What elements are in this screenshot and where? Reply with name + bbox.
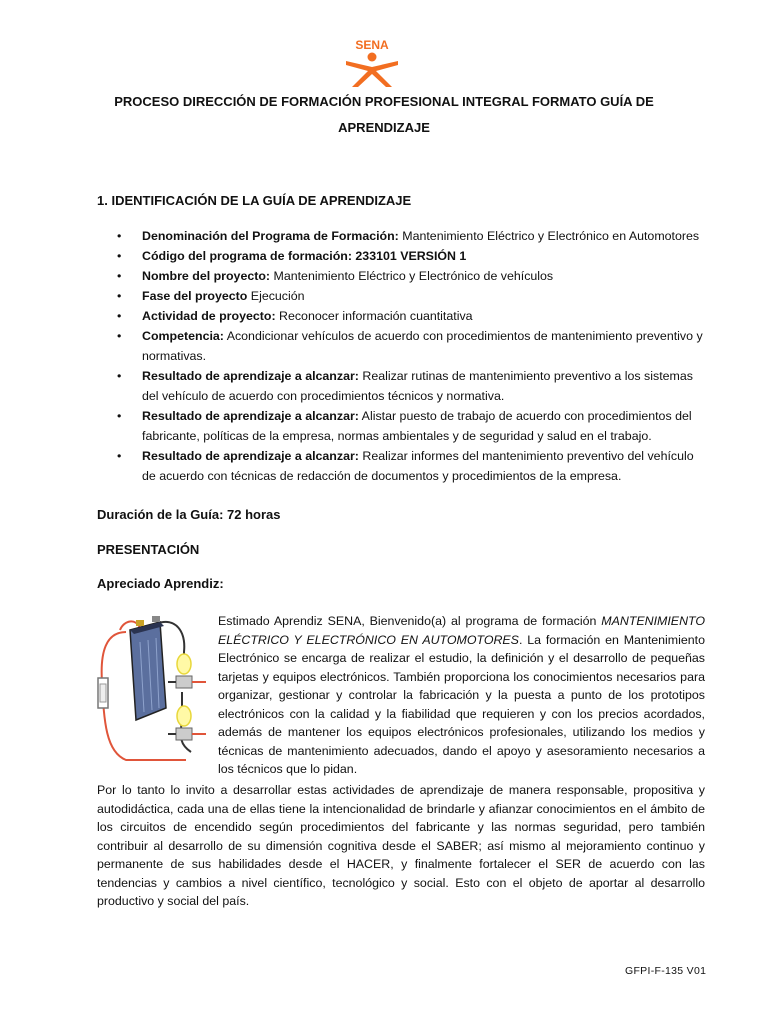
list-item: • Actividad de proyecto: Reconocer información cuantitativa bbox=[97, 306, 707, 326]
document-title-line-1: PROCESO DIRECCIÓN DE FORMACIÓN PROFESIONAL INTEGRAL FORMATO GUÍA DE bbox=[114, 94, 654, 109]
greeting: Apreciado Aprendiz: bbox=[97, 576, 224, 591]
form-code: GFPI-F-135 V01 bbox=[625, 965, 707, 977]
list-item: • Resultado de aprendizaje a alcanzar: Realizar rutinas de mantenimiento preventivo a los sistemas del vehículo de acuerdo con procedimientos técnicos y normativa. bbox=[97, 366, 707, 406]
section-heading: 1. IDENTIFICACIÓN DE LA GUÍA DE APRENDIZAJE bbox=[97, 193, 412, 208]
list-item: • Fase del proyecto Ejecución bbox=[97, 286, 707, 306]
bullet: • bbox=[117, 369, 122, 383]
bullet: • bbox=[117, 269, 122, 283]
presentation-heading: PRESENTACIÓN bbox=[97, 542, 200, 557]
bullet: • bbox=[117, 309, 122, 323]
document-title-line-2: APRENDIZAJE bbox=[338, 120, 430, 135]
battery-circuit-illustration bbox=[96, 612, 216, 770]
identification-list bbox=[97, 226, 707, 486]
sena-logo bbox=[336, 37, 408, 89]
list-item: • Competencia: Acondicionar vehículos de acuerdo con procedimientos de mantenimiento preventivo y normativas. bbox=[97, 326, 707, 366]
bullet: • bbox=[117, 289, 122, 303]
bullet: • bbox=[117, 249, 122, 263]
bullet: • bbox=[117, 329, 122, 343]
list-item: • Nombre del proyecto: Mantenimiento Eléctrico y Electrónico de vehículos bbox=[97, 266, 707, 286]
list-item: • Resultado de aprendizaje a alcanzar: Alistar puesto de trabajo de acuerdo con procedimientos del fabricante, políticas de la empresa, normas ambientales y de seguridad y salud en el trabajo. bbox=[97, 406, 707, 446]
bullet: • bbox=[117, 449, 122, 463]
list-item: • Código del programa de formación: 233101 VERSIÓN 1 bbox=[97, 246, 707, 266]
guide-duration: Duración de la Guía: 72 horas bbox=[97, 507, 281, 522]
list-item: • Denominación del Programa de Formación: Mantenimiento Eléctrico y Electrónico en Automotores bbox=[97, 226, 707, 246]
sena-logo-text: SENA bbox=[355, 38, 389, 52]
intro-paragraph: Estimado Aprendiz SENA, Bienvenido(a) al programa de formación MANTENIMIENTO ELÉCTRICO Y ELECTRÓNICO EN AUTOMOTORES. La formación en Mantenimiento Electrónico se encarga de realizar el estudio, la definición y el desarrollo de pequeñas tarjetas y equipos electrónicos. También proporciona los conocimientos necesarios para organizar, gestionar y controlar la fabricación y la puesta a punto de los prototipos electrónicos con la calidad y la fiabilidad que requieren y con los precios acordados, además de mantener los equipos electrónicos profesionales, utilizando los medios y técnicas de mantenimiento adecuados, dando el apoyo y asesoramiento necesarios a los técnicos que lo pidan. bbox=[218, 614, 705, 776]
bullet: • bbox=[117, 229, 122, 243]
list-item: • Resultado de aprendizaje a alcanzar: Realizar informes del mantenimiento preventivo del vehículo de acuerdo con técnicas de redacción de documentos y procedimientos de la empresa. bbox=[97, 446, 707, 486]
invitation-paragraph: Por lo tanto lo invito a desarrollar estas actividades de aprendizaje de manera responsable, propositiva y autodidáctica, cada una de ellas tiene la intencionalidad de brindarle y afianzar conocimientos en el ámbito de los circuitos de encendido según procedimientos del fabricante y las normas seguridad, pero también contribuir al desarrollo de su dimensión cognitiva desde el SABER; así mismo al mejoramiento continuo y permanente de sus habilidades desde el HACER, y finalmente fortalecer el SER de acuerdo con las tendencias y cambios a nivel científico, tecnológico y social. Esto con el objeto de aportar al desarrollo productivo y social del país. bbox=[97, 783, 705, 908]
bullet: • bbox=[117, 409, 122, 423]
